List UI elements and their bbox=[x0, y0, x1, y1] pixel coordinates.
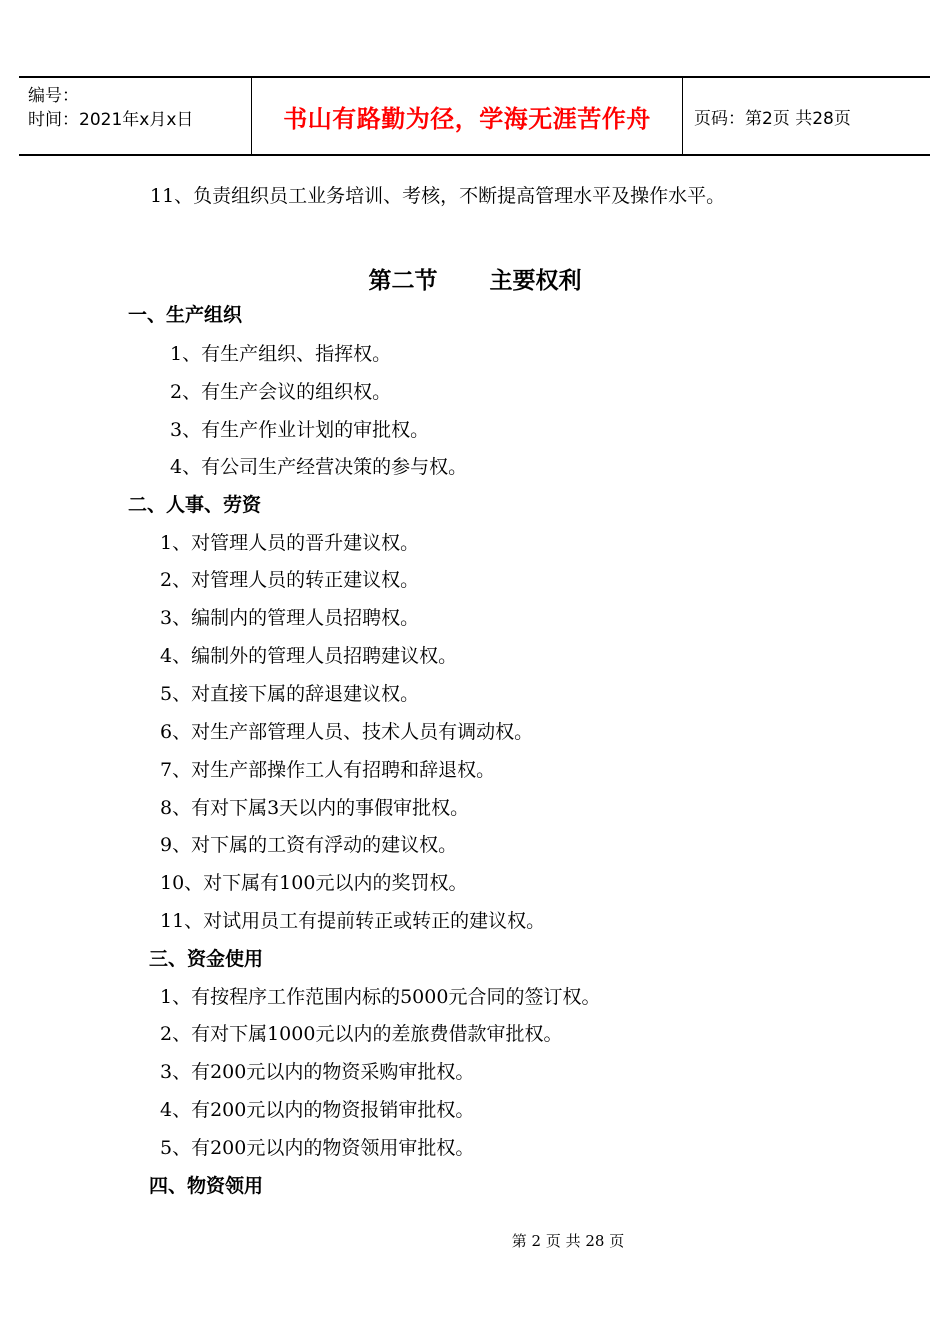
page-footer: 第 2 页 共 28 页 bbox=[511, 1232, 625, 1250]
list-item: 4、有200元以内的物资报销审批权。 bbox=[160, 1099, 475, 1121]
list-item: 3、有200元以内的物资采购审批权。 bbox=[160, 1061, 475, 1083]
list-item: 2、有对下属1000元以内的差旅费借款审批权。 bbox=[160, 1023, 563, 1045]
list-item: 8、有对下属3天以内的事假审批权。 bbox=[160, 797, 470, 819]
list-item: 1、对管理人员的晋升建议权。 bbox=[160, 532, 420, 554]
list-item: 3、编制内的管理人员招聘权。 bbox=[160, 607, 420, 629]
list-item: 11、对试用员工有提前转正或转正的建议权。 bbox=[160, 910, 546, 932]
list-item: 4、有公司生产经营决策的参与权。 bbox=[170, 456, 468, 478]
header-page-cell bbox=[683, 78, 930, 154]
list-item: 10、对下属有100元以内的奖罚权。 bbox=[160, 872, 468, 894]
list-item: 9、对下属的工资有浮动的建议权。 bbox=[160, 834, 458, 856]
list-item: 7、对生产部操作工人有招聘和辞退权。 bbox=[160, 759, 496, 781]
section-heading-funds: 三、资金使用 bbox=[149, 948, 264, 970]
section-heading-materials: 四、物资领用 bbox=[149, 1175, 264, 1197]
list-item: 3、有生产作业计划的审批权。 bbox=[170, 419, 430, 441]
list-item: 2、有生产会议的组织权。 bbox=[170, 381, 392, 403]
header-motto-cell bbox=[252, 78, 683, 154]
header-motto: 书山有路勤为径，学海无涯苦作舟 bbox=[283, 104, 651, 133]
section-heading-production: 一、生产组织 bbox=[128, 304, 243, 326]
list-item: 6、对生产部管理人员、技术人员有调动权。 bbox=[160, 721, 534, 743]
list-item: 1、有按程序工作范围内标的5000元合同的签订权。 bbox=[160, 986, 601, 1008]
list-item: 1、有生产组织、指挥权。 bbox=[170, 343, 392, 365]
section-title bbox=[0, 262, 950, 295]
header-page-label: 页码：第2页 共28页 bbox=[694, 108, 851, 129]
list-item: 5、对直接下属的辞退建议权。 bbox=[160, 683, 420, 705]
document-number-label: 编号： bbox=[28, 86, 79, 106]
list-item: 2、对管理人员的转正建议权。 bbox=[160, 569, 420, 591]
header-meta-cell bbox=[19, 78, 252, 154]
section-title-text: 主要权利 bbox=[489, 268, 582, 294]
section-heading-personnel: 二、人事、劳资 bbox=[128, 494, 262, 516]
section-title-number: 第二节 bbox=[368, 268, 438, 294]
intro-line: 11、负责组织员工业务培训、考核，不断提高管理水平及操作水平。 bbox=[150, 185, 726, 207]
document-header bbox=[19, 76, 930, 156]
document-date-label: 时间：2021年x月x日 bbox=[28, 110, 194, 130]
list-item: 4、编制外的管理人员招聘建议权。 bbox=[160, 645, 458, 667]
list-item: 5、有200元以内的物资领用审批权。 bbox=[160, 1137, 475, 1159]
